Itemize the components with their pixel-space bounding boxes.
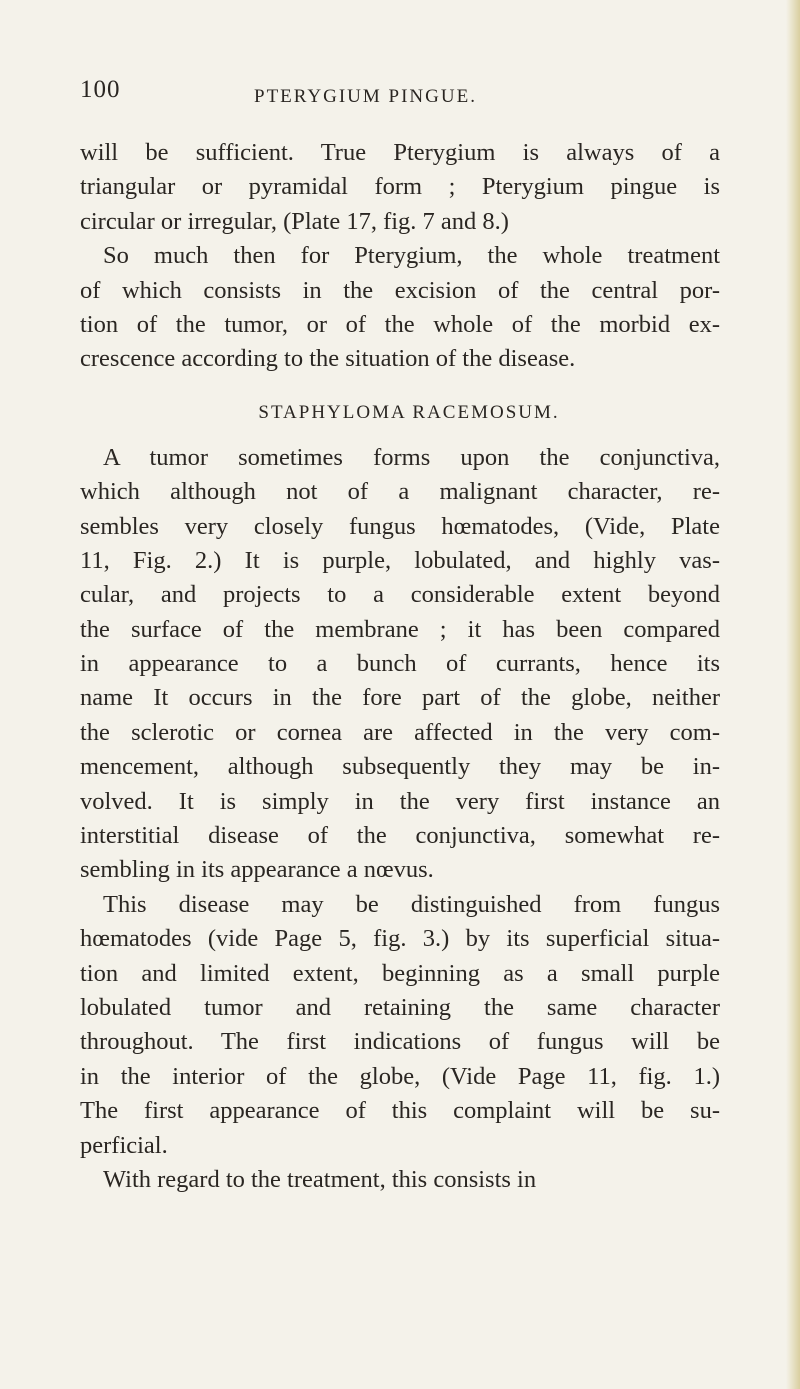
- text-line: interstitial disease of the conjunctiva, somewhat re-: [80, 822, 720, 850]
- text-line: throughout. The first indications of fungus will be: [80, 1028, 720, 1056]
- paragraph-2: [80, 239, 720, 377]
- text-line: With regard to the treatment, this consists in: [103, 1165, 537, 1193]
- text-line: tion of the tumor, or of the whole of the morbid ex-: [80, 310, 720, 338]
- text-line: of which consists in the excision of the central por-: [80, 276, 720, 304]
- page-number: 100: [80, 76, 121, 103]
- text-line: 11, Fig. 2.) It is purple, lobulated, and highly vas-: [80, 546, 720, 574]
- text-line: volved. It is simply in the very first instance an: [80, 787, 720, 815]
- body-text: [80, 136, 720, 1197]
- text-line: perficial.: [80, 1131, 168, 1159]
- text-line: the sclerotic or cornea are affected in the very com-: [80, 718, 720, 746]
- text-line: This disease may be distinguished from fungus: [103, 890, 720, 918]
- text-line: mencement, although subsequently they may be in-: [80, 753, 720, 781]
- text-line: circular or irregular, (Plate 17, fig. 7 and 8.): [80, 207, 509, 235]
- text-line: name It occurs in the fore part of the globe, neither: [80, 684, 720, 712]
- text-line: cular, and projects to a considerable extent beyond: [80, 581, 720, 609]
- text-line: The first appearance of this complaint will be su-: [80, 1097, 720, 1125]
- text-line: crescence according to the situation of the disease.: [80, 345, 576, 373]
- running-head: PTERYGIUM PINGUE.: [254, 86, 477, 107]
- page-edge-shading: [786, 0, 800, 1389]
- text-line: sembles very closely fungus hœmatodes, (Vide, Plate: [80, 512, 720, 540]
- text-line: hœmatodes (vide Page 5, fig. 3.) by its superficial situa-: [80, 925, 720, 953]
- text-line: So much then for Pterygium, the whole treatment: [103, 242, 720, 270]
- text-line: will be sufficient. True Pterygium is always of a: [80, 139, 720, 166]
- paragraph-4: [80, 888, 720, 1163]
- paragraph-3: [80, 441, 720, 888]
- text-line: triangular or pyramidal form ; Pterygium pingue is: [80, 173, 720, 201]
- text-line: tion and limited extent, beginning as a small purple: [80, 959, 720, 987]
- text-line: in appearance to a bunch of currants, hence its: [80, 650, 720, 678]
- text-line: which although not of a malignant character, re-: [80, 478, 720, 506]
- text-line: the surface of the membrane ; it has been compared: [80, 615, 720, 643]
- section-heading: STAPHYLOMA RACEMOSUM.: [258, 401, 560, 423]
- text-line: in the interior of the globe, (Vide Page 11, fig. 1.): [80, 1062, 720, 1090]
- text-line: sembling in its appearance a nœvus.: [80, 856, 434, 884]
- paragraph-5: [80, 1163, 720, 1197]
- text-line: A tumor sometimes forms upon the conjunctiva,: [103, 443, 720, 471]
- text-line: lobulated tumor and retaining the same character: [80, 993, 720, 1021]
- paragraph-1: [80, 136, 720, 239]
- page-header: [80, 76, 720, 126]
